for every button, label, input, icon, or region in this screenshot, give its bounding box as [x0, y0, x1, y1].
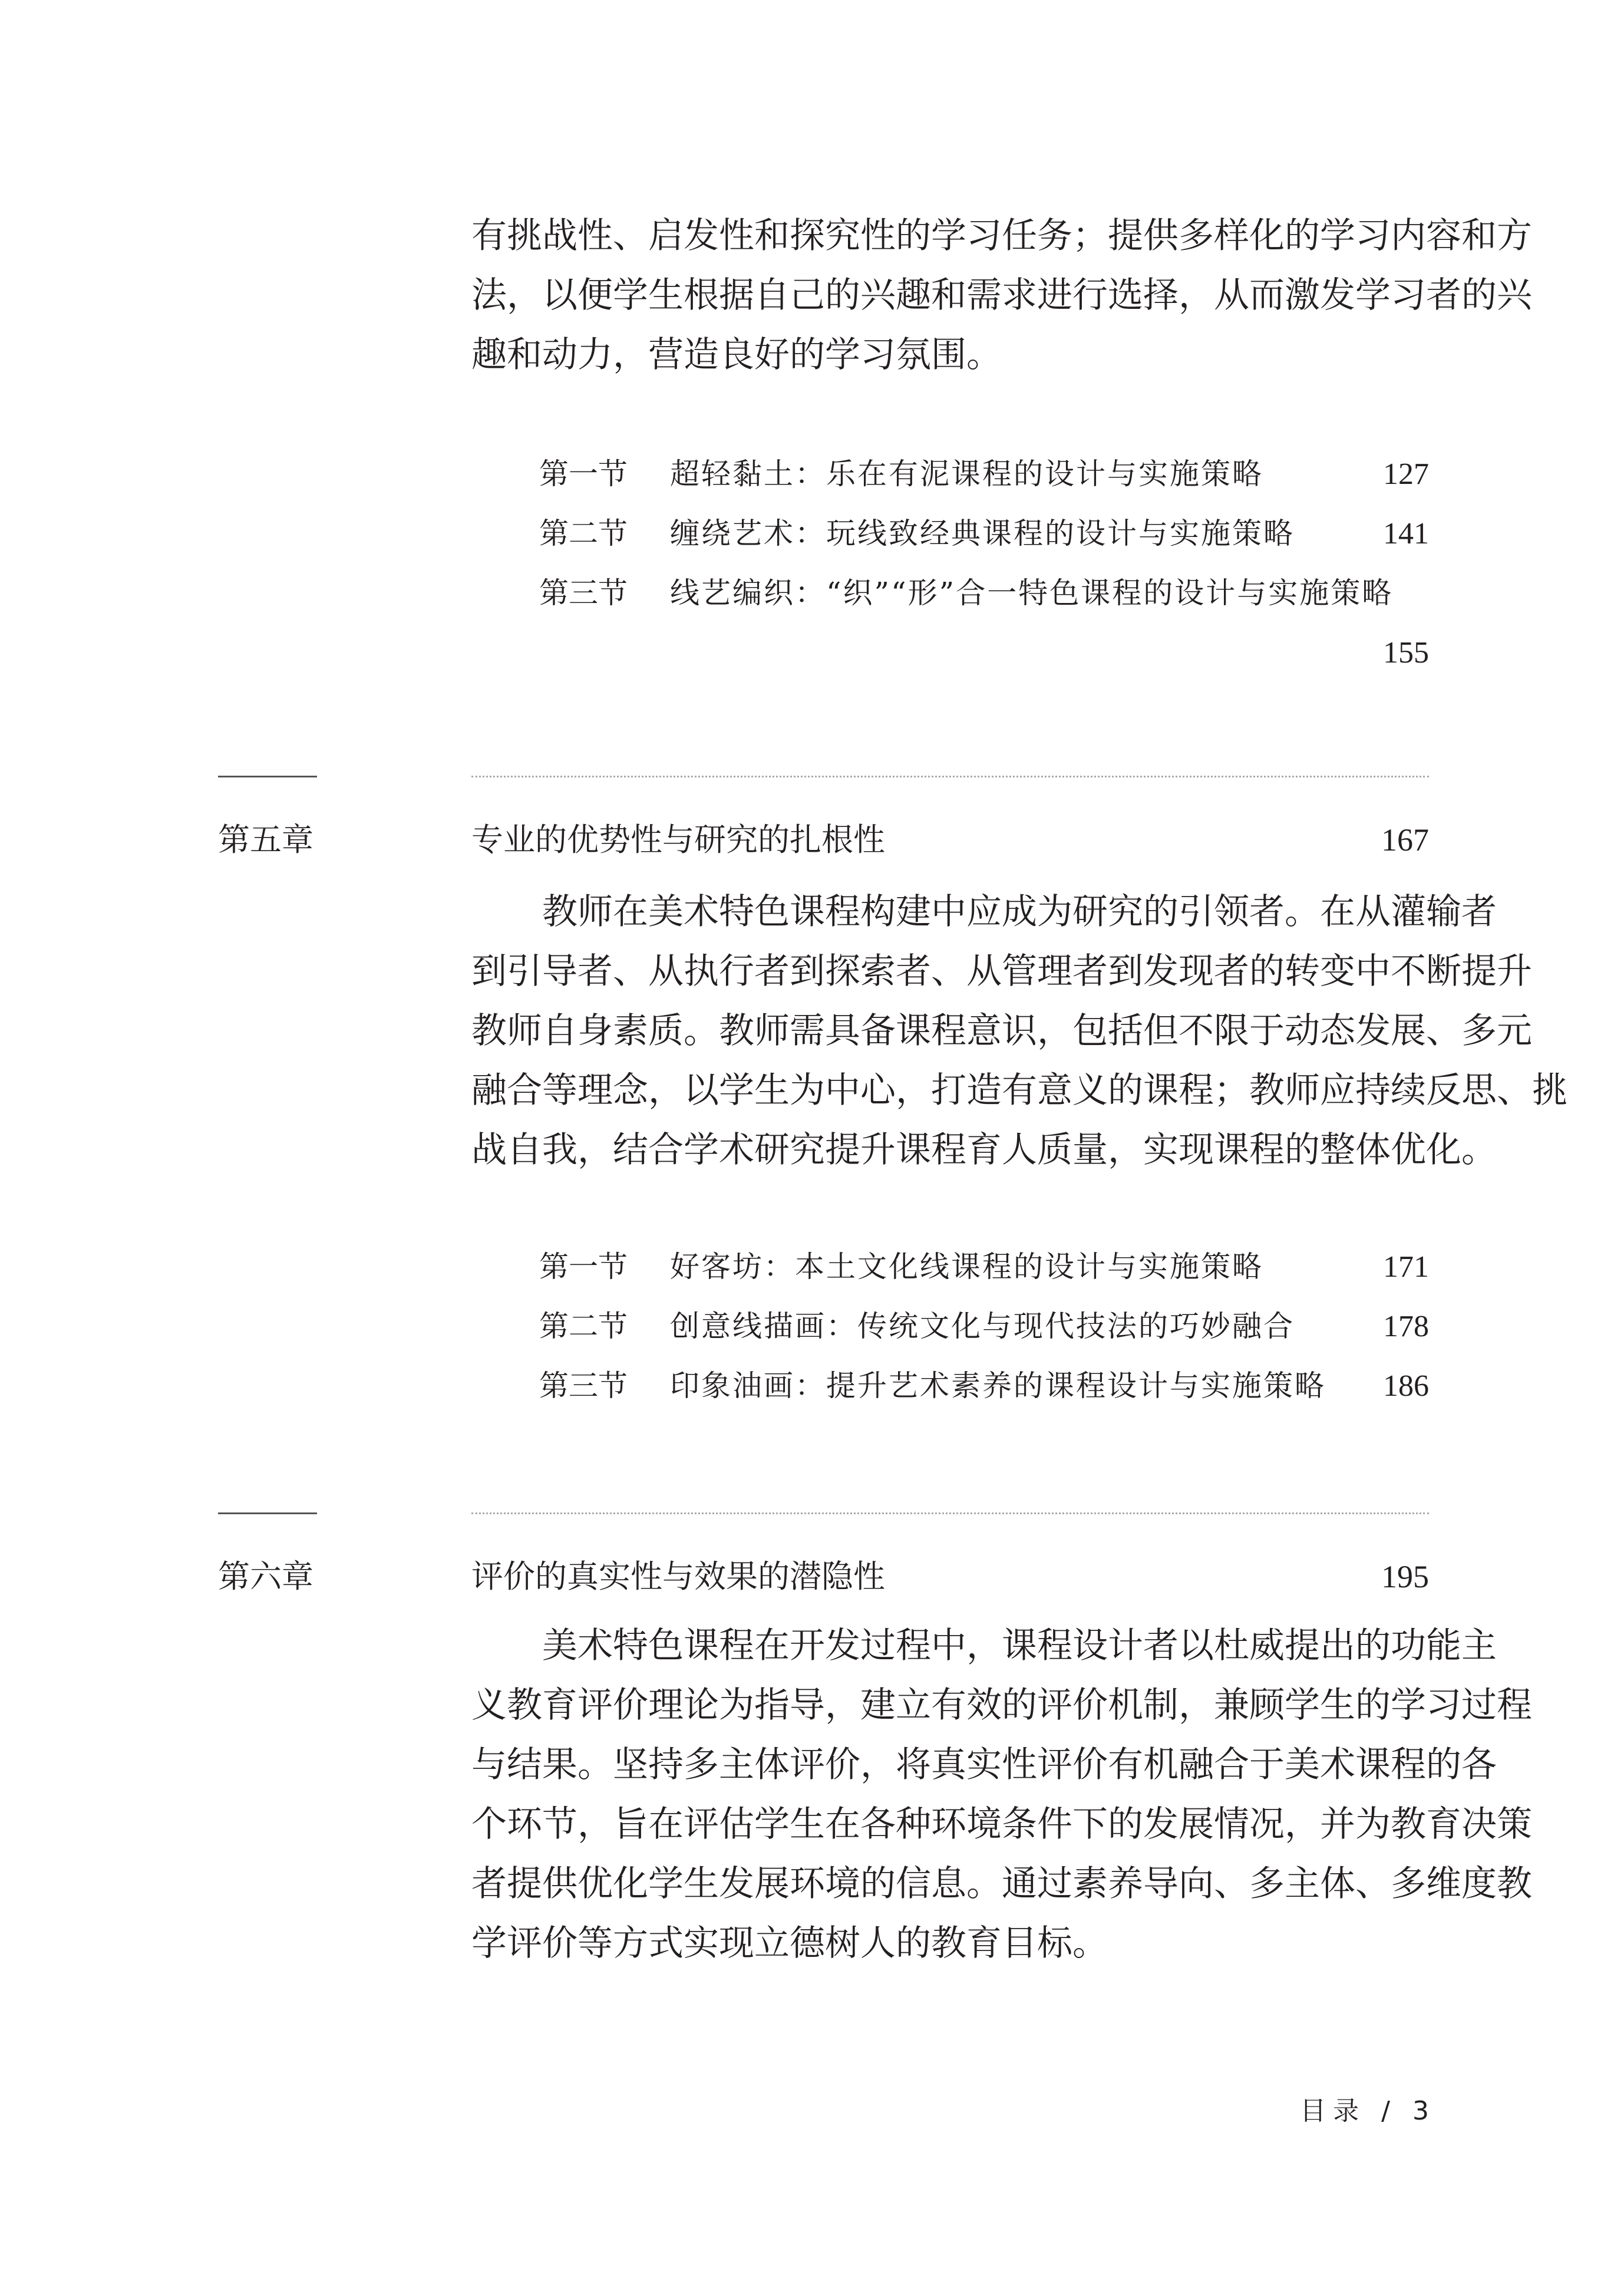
paragraph-line: 学评价等方式实现立德树人的教育目标。 [471, 1923, 1108, 1964]
section-page: 178 [1383, 1310, 1429, 1343]
section-page: 186 [1383, 1369, 1429, 1403]
paragraph-line: 教师在美术特色课程构建中应成为研究的引领者。在从灌输者 [542, 891, 1497, 932]
chapter-label: 第五章 [218, 821, 313, 858]
toc-entry[interactable] [539, 563, 1429, 683]
section-label: 第一节 [539, 1250, 628, 1284]
page-footer [1300, 2090, 1429, 2127]
section-page: 155 [1383, 636, 1429, 670]
chapter-divider-short [218, 1512, 317, 1514]
chapter-page: 195 [1381, 1559, 1429, 1594]
intro-paragraph [471, 206, 1532, 385]
section-title: 缠绕艺术：玩线致经典课程的设计与实施策略 [670, 516, 1295, 551]
section-title: 超轻黏土：乐在有泥课程的设计与实施策略 [670, 457, 1263, 491]
chapter6-summary [471, 1616, 1532, 1973]
chapter-title[interactable]: 专业的优势性与研究的扎根性 [471, 821, 885, 858]
paragraph-line: 趣和动力，营造良好的学习氛围。 [471, 334, 1002, 375]
paragraph-line: 教师自身素质。教师需具备课程意识，包括但不限于动态发展、多元 [471, 1010, 1532, 1052]
chapter-divider-short [218, 776, 317, 777]
toc-entry[interactable] [539, 504, 1429, 563]
paragraph-line: 到引导者、从执行者到探索者、从管理者到发现者的转变中不断提升 [471, 951, 1532, 992]
section-page: 141 [1383, 517, 1429, 551]
section-label: 第一节 [539, 457, 628, 491]
section-label: 第二节 [539, 516, 628, 551]
section-title: 印象油画：提升艺术素养的课程设计与实施策略 [670, 1369, 1326, 1403]
section-page: 171 [1383, 1250, 1429, 1284]
paragraph-line: 融合等理念，以学生为中心，打造有意义的课程；教师应持续反思、挑 [471, 1070, 1567, 1111]
footer-separator: / [1381, 2096, 1397, 2126]
toc-entry[interactable] [539, 1297, 1429, 1356]
toc-entry[interactable] [539, 444, 1429, 504]
section-page: 127 [1383, 457, 1429, 491]
chapter-divider-dotted [471, 776, 1429, 777]
section-title: 创意线描画：传统文化与现代技法的巧妙融合 [670, 1309, 1295, 1343]
chapter-title[interactable]: 评价的真实性与效果的潜隐性 [471, 1558, 885, 1595]
paragraph-line: 战自我，结合学术研究提升课程育人质量，实现课程的整体优化。 [471, 1129, 1497, 1171]
chapter5-summary [471, 882, 1567, 1180]
chapter4-section-list [539, 444, 1429, 683]
paragraph-line: 法，以便学生根据自己的兴趣和需求进行选择，从而激发学习者的兴 [471, 275, 1532, 316]
chapter5-section-list [539, 1237, 1429, 1416]
section-label: 第三节 [539, 1369, 628, 1403]
chapter-page: 167 [1381, 822, 1429, 858]
paragraph-line: 美术特色课程在开发过程中，课程设计者以杜威提出的功能主 [542, 1625, 1497, 1666]
section-title: 好客坊：本土文化线课程的设计与实施策略 [670, 1250, 1263, 1284]
page-number: 3 [1412, 2096, 1429, 2126]
section-title: 线艺编织：“织”“形”合一特色课程的设计与实施策略 [670, 576, 1394, 610]
running-title: 目录 [1300, 2096, 1366, 2126]
section-label: 第三节 [539, 576, 628, 610]
paragraph-line: 个环节，旨在评估学生在各种环境条件下的发展情况，并为教育决策 [471, 1804, 1532, 1845]
chapter-divider-dotted [471, 1512, 1429, 1514]
chapter-label: 第六章 [218, 1558, 313, 1595]
toc-entry[interactable] [539, 1356, 1429, 1416]
paragraph-line: 有挑战性、启发性和探究性的学习任务；提供多样化的学习内容和方 [471, 215, 1532, 256]
paragraph-line: 与结果。坚持多主体评价，将真实性评价有机融合于美术课程的各 [471, 1744, 1497, 1785]
section-label: 第二节 [539, 1309, 628, 1343]
paragraph-line: 者提供优化学生发展环境的信息。通过素养导向、多主体、多维度教 [471, 1863, 1532, 1904]
paragraph-line: 义教育评价理论为指导，建立有效的评价机制，兼顾学生的学习过程 [471, 1685, 1532, 1726]
toc-entry[interactable] [539, 1237, 1429, 1297]
